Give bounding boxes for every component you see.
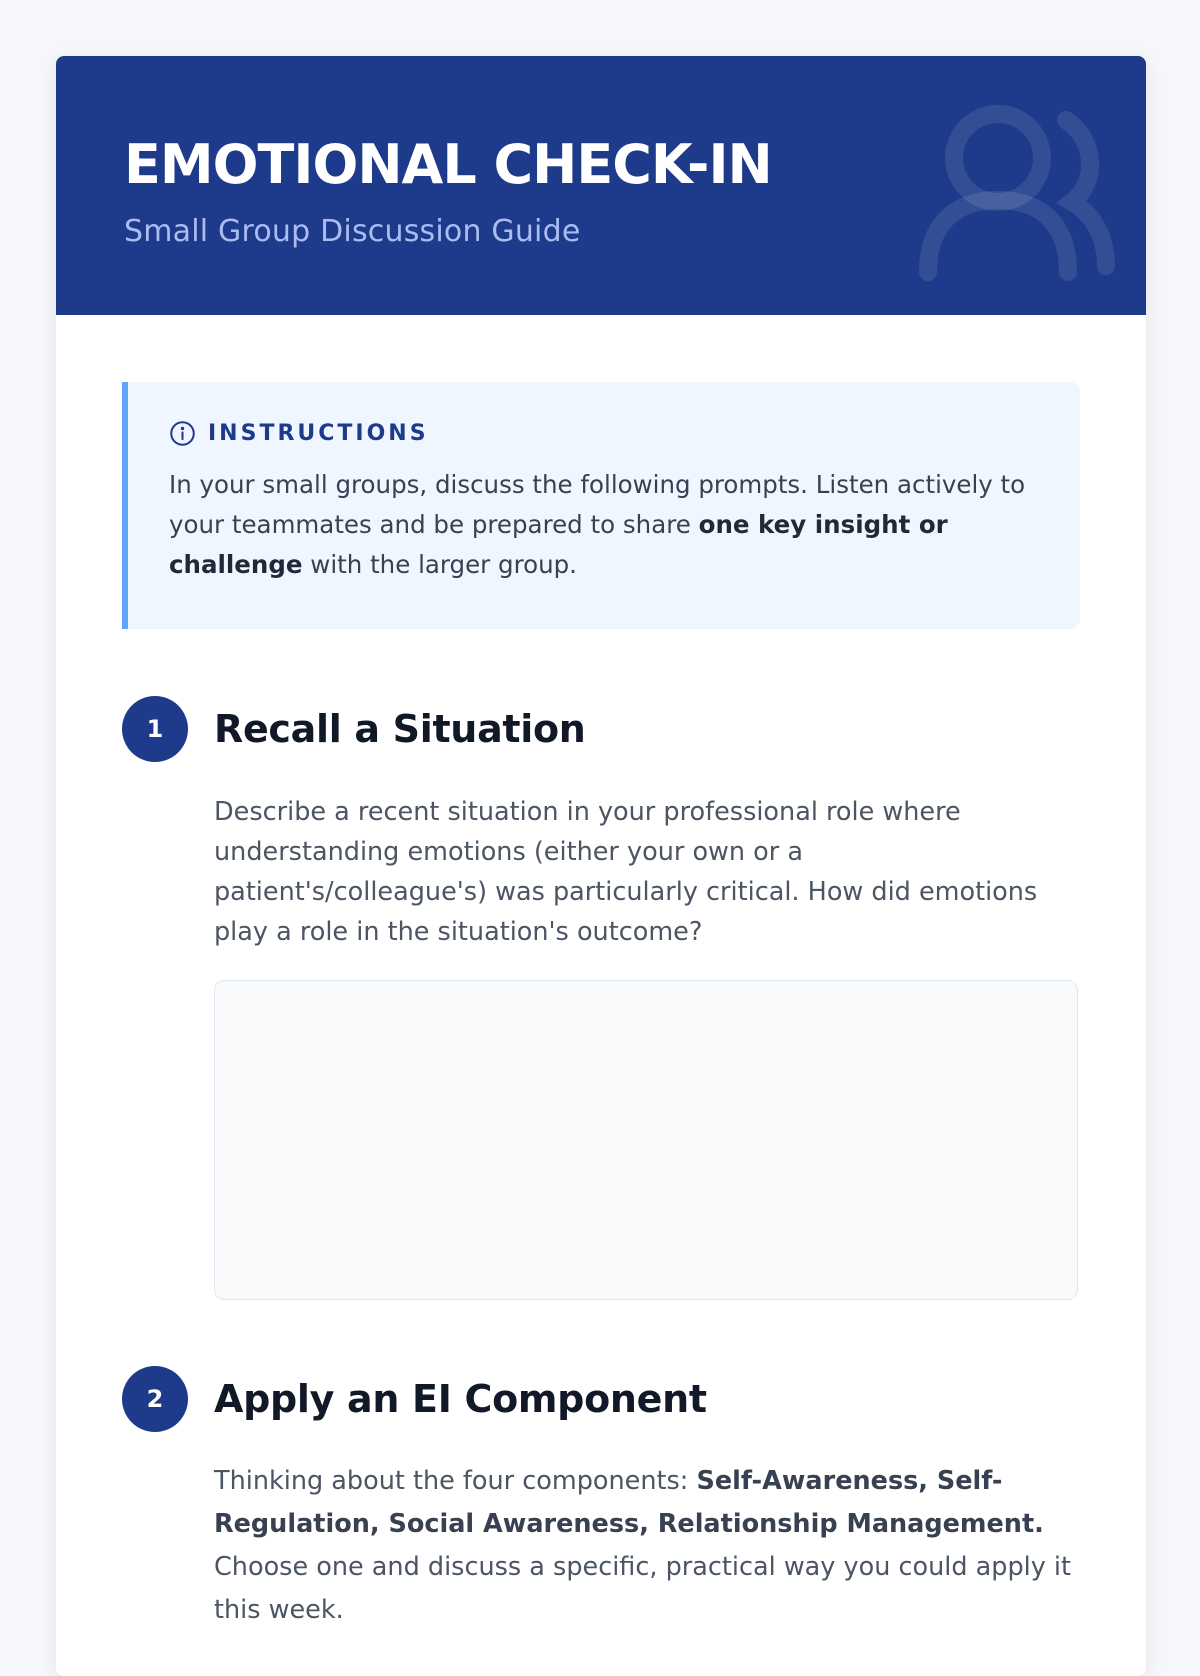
instructions-emphasis: one key insight or challenge	[169, 510, 948, 579]
info-icon	[169, 420, 196, 447]
prompt-1-text: Describe a recent situation in your professional role where understanding emotions (either your own or a patient's/colleague's) was particularly critical. How did emotions play a role in the situation's outcome?	[214, 797, 1038, 947]
prompt-2-text: Thinking about the four components: Self-Awareness, Self-Regulation, Social Awareness, Relationship Management. Choose one and discuss a specific, practical way you could apply it this week.	[214, 1466, 1071, 1625]
prompt-1	[122, 696, 1080, 1300]
page-title: EMOTIONAL CHECK-IN	[124, 133, 772, 196]
prompt-1-title: Recall a Situation	[214, 707, 586, 751]
prompt-number-badge: 2	[122, 1366, 188, 1432]
prompt-2-header	[122, 1366, 1080, 1432]
discussion-guide-card	[56, 56, 1146, 1676]
page-header	[56, 56, 1146, 315]
guide-body	[56, 315, 1146, 1632]
users-icon	[900, 90, 1120, 290]
instructions-text: In your small groups, discuss the following prompts. Listen actively to your teammates and be prepared to share one key insight or challenge with the larger group.	[169, 470, 1026, 579]
ei-components-list: Self-Awareness, Self-Regulation, Social Awareness, Relationship Management.	[214, 1466, 1044, 1539]
page-subtitle: Small Group Discussion Guide	[124, 214, 581, 249]
prompt-2-title: Apply an EI Component	[214, 1377, 707, 1421]
prompt-1-header	[122, 696, 1080, 762]
prompt-2	[122, 1366, 1080, 1632]
prompt-1-response-field[interactable]	[214, 980, 1078, 1300]
instructions-panel	[122, 382, 1080, 629]
instructions-label: INSTRUCTIONS	[208, 421, 429, 446]
prompt-number-badge: 1	[122, 696, 188, 762]
instructions-header	[169, 420, 1036, 447]
